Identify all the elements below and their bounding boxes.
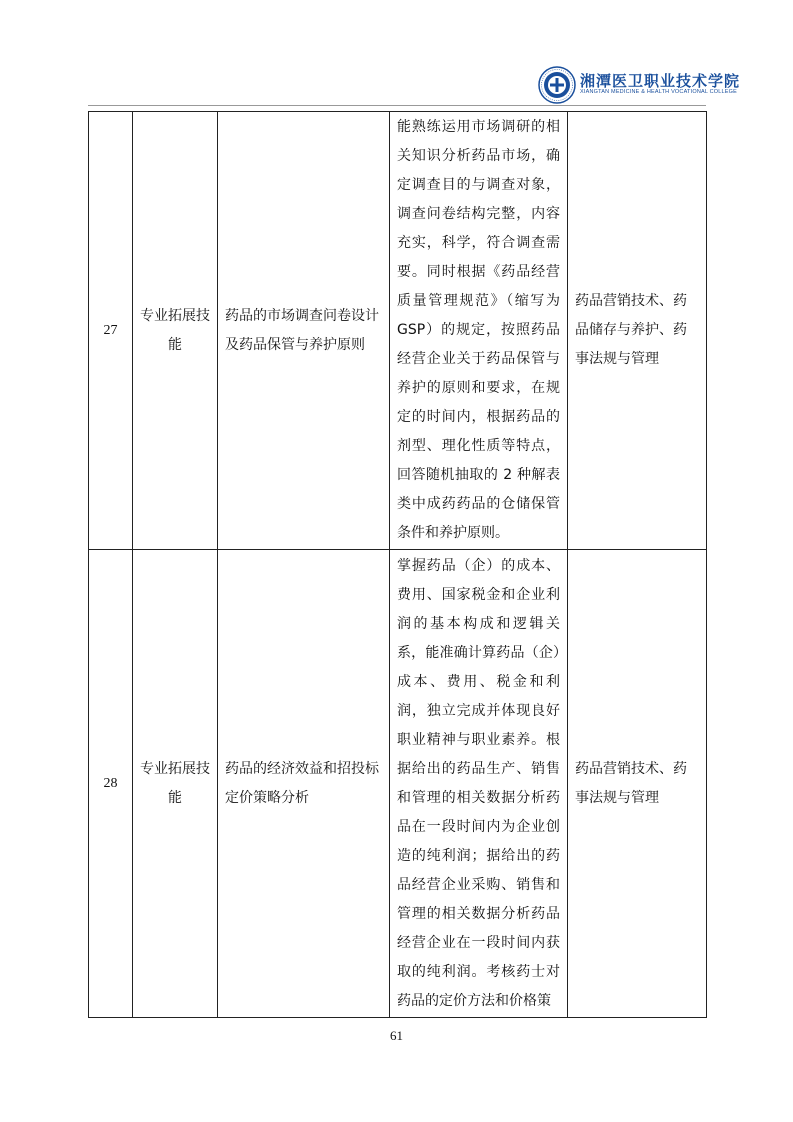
skills-table (88, 111, 707, 1018)
college-logo (538, 66, 741, 106)
skill-category: 专业拓展技能 (133, 550, 218, 1018)
college-emblem-icon (538, 66, 576, 104)
row-number: 27 (89, 112, 133, 550)
skill-requirement: 掌握药品（企）的成本、费用、国家税金和企业利润的基本构成和逻辑关系，能准确计算药品（企）成本、费用、税金和利润，独立完成并体现良好职业精神与职业素养。根据给出的药品生产、销售和管理的相关数据分析药品在一段时间内为企业创造的纯利润；据给出的药品经营企业采购、销售和管理的相关数据分析药品经营企业在一段时间内获取的纯利润。考核药士对药品的定价方法和价格策 (390, 550, 568, 1018)
related-courses: 药品营销技术、药品储存与养护、药事法规与管理 (568, 112, 707, 550)
table-row (89, 550, 707, 1018)
page-number: 61 (390, 1028, 403, 1043)
skill-category: 专业拓展技能 (133, 112, 218, 550)
header-divider (88, 105, 706, 106)
college-name-cn: 湘潭医卫职业技术学院 (580, 72, 741, 90)
skill-requirement: 能熟练运用市场调研的相关知识分析药品市场，确定调查目的与调查对象，调查问卷结构完整，内容充实，科学，符合调查需要。同时根据《药品经营质量管理规范》（缩写为 GSP）的规定，按照药品经营企业关于药品保管与养护的原则和要求，在规定的时间内，根据药品的剂型、理化性质等特点，回答随机抽取的 2 种解表类中成药药品的仓储保管条件和养护原则。 (390, 112, 568, 550)
college-name-en: XIANGTAN MEDICINE & HEALTH VOCATIONAL COLLEGE (580, 89, 738, 95)
skill-item: 药品的市场调查问卷设计及药品保管与养护原则 (218, 112, 390, 550)
skill-item: 药品的经济效益和招投标定价策略分析 (218, 550, 390, 1018)
related-courses: 药品营销技术、药事法规与管理 (568, 550, 707, 1018)
row-number: 28 (89, 550, 133, 1018)
table-row (89, 112, 707, 550)
